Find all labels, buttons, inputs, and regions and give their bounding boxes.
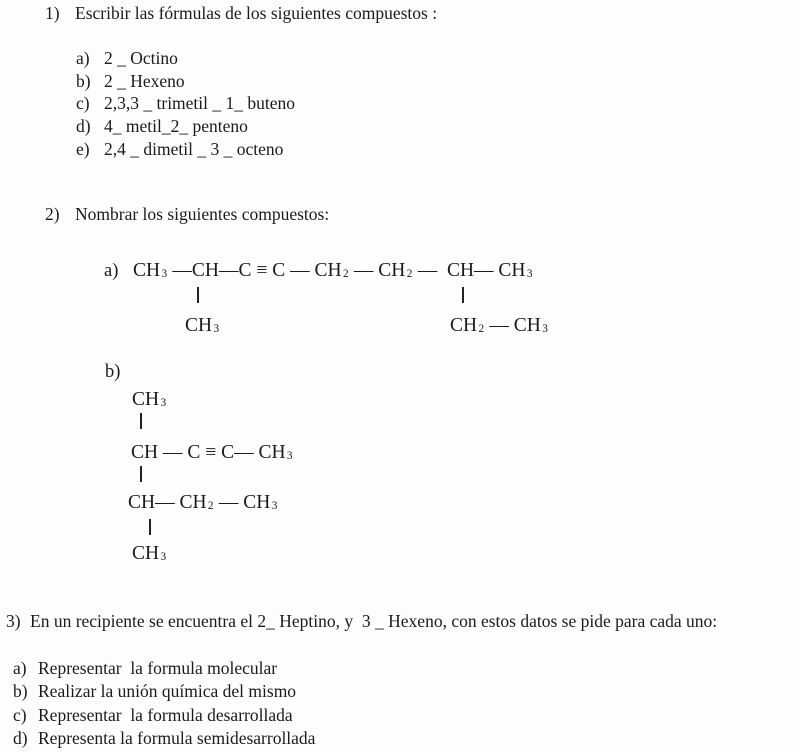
- ex3-item-a-label: a): [13, 658, 27, 678]
- exercise-1-number: 1): [45, 3, 60, 23]
- ex2-structure-a-branch-left: CH3: [185, 315, 220, 336]
- ex1-item-a-label: a): [76, 48, 90, 68]
- ex2-structure-b-label: b): [105, 362, 121, 382]
- ex2-structure-b-top-methyl: CH3: [132, 389, 167, 410]
- bond-vertical: [462, 287, 464, 303]
- exercise-2-number: 2): [45, 204, 60, 224]
- ex1-item-c-label: c): [76, 93, 90, 113]
- ex3-item-d-text: Representa la formula semidesarrollada: [38, 728, 316, 748]
- ex3-item-c-text: Representar la formula desarrollada: [38, 705, 293, 725]
- ex1-item-d-label: d): [76, 116, 91, 136]
- bond-vertical: [149, 519, 151, 535]
- bond-vertical: [197, 287, 199, 303]
- ex3-item-c-label: c): [13, 705, 27, 725]
- ex1-item-a-text: 2 _ Octino: [104, 48, 178, 68]
- ex2-structure-a-branch-right: CH2 — CH3: [450, 315, 548, 336]
- ex2-structure-b-bottom-methyl: CH3: [132, 543, 167, 564]
- exercise-2-title: Nombrar los siguientes compuestos:: [75, 204, 330, 224]
- exercise-3-title: En un recipiente se encuentra el 2_ Heptino, y 3 _ Hexeno, con estos datos se pide para cada uno:: [30, 611, 718, 631]
- ex1-item-e-label: e): [76, 139, 90, 159]
- ex2-structure-b-row2: CH— CH2 — CH3: [128, 492, 278, 513]
- exercise-1-title: Escribir las fórmulas de los siguientes compuestos :: [75, 3, 438, 23]
- bond-vertical: [140, 466, 142, 482]
- ex2-structure-a-label: a): [104, 261, 119, 281]
- ex2-structure-b-row1: CH — C ≡ C— CH3: [131, 442, 293, 463]
- ex1-item-b-label: b): [76, 71, 91, 91]
- ex1-item-e-text: 2,4 _ dimetil _ 3 _ octeno: [104, 139, 284, 159]
- ex3-item-a-text: Representar la formula molecular: [38, 658, 278, 678]
- ex1-item-c-text: 2,3,3 _ trimetil _ 1_ buteno: [104, 93, 296, 113]
- ex3-item-b-label: b): [13, 681, 28, 701]
- ex3-item-b-text: Realizar la unión química del mismo: [38, 681, 297, 701]
- ex2-structure-a-main-chain: CH3 —CH—C ≡ C — CH2 — CH2 — CH— CH3: [133, 260, 533, 281]
- ex1-item-d-text: 4_ metil_2_ penteno: [104, 116, 248, 136]
- bond-vertical: [140, 413, 142, 429]
- ex1-item-b-text: 2 _ Hexeno: [104, 71, 185, 91]
- exercise-3-number: 3): [6, 611, 21, 631]
- ex3-item-d-label: d): [13, 728, 28, 748]
